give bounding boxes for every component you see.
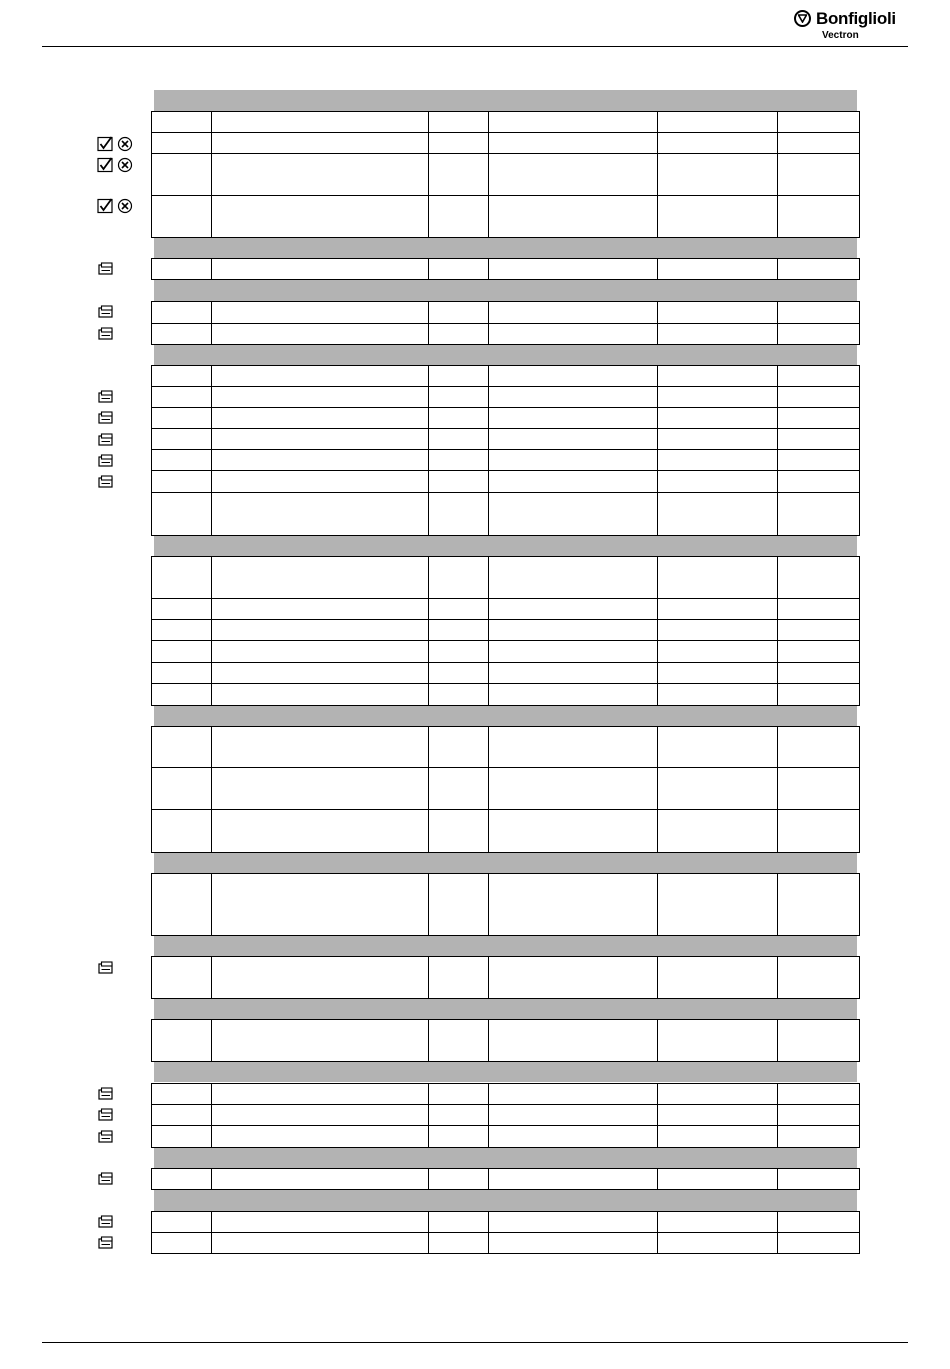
table-row — [151, 408, 860, 429]
table-row — [151, 1083, 860, 1105]
table-row — [151, 133, 860, 154]
section-band — [154, 1190, 857, 1211]
table-row — [151, 450, 860, 471]
table-row — [151, 1105, 860, 1126]
table-row — [151, 301, 860, 324]
section-band — [154, 998, 857, 1019]
table-row — [151, 493, 860, 536]
section-band — [154, 344, 857, 365]
brand-sub-name: Vectron — [822, 30, 859, 41]
printer-icon — [98, 262, 114, 276]
table-row — [151, 641, 860, 663]
circle-x-icon — [117, 157, 133, 173]
printer-icon — [98, 433, 114, 447]
printer-icon — [98, 390, 114, 404]
table-row — [151, 154, 860, 196]
bonfiglioli-logo-icon — [794, 10, 811, 27]
section-band — [154, 280, 857, 301]
section-band — [154, 90, 857, 111]
table-row — [151, 1126, 860, 1148]
table-row — [151, 471, 860, 493]
printer-icon — [98, 327, 114, 341]
brand-name: Bonfiglioli — [816, 9, 896, 28]
table-row — [151, 873, 860, 936]
printer-icon — [98, 961, 114, 975]
circle-x-icon — [117, 198, 133, 214]
table-row — [151, 324, 860, 345]
section-band — [154, 535, 857, 556]
section-band — [154, 852, 857, 873]
table-row — [151, 196, 860, 238]
table-row — [151, 1233, 860, 1254]
table-row — [151, 111, 860, 133]
table-row — [151, 429, 860, 450]
table-row — [151, 620, 860, 641]
table-row — [151, 768, 860, 810]
printer-icon — [98, 1087, 114, 1101]
printer-icon — [98, 475, 114, 489]
table-row — [151, 258, 860, 280]
check-box-icon — [97, 136, 115, 152]
printer-icon — [98, 1108, 114, 1122]
table-row — [151, 726, 860, 768]
table-row — [151, 387, 860, 408]
printer-icon — [98, 454, 114, 468]
printer-icon — [98, 305, 114, 319]
check-box-icon — [97, 198, 115, 214]
footer-rule — [42, 1342, 908, 1343]
section-band — [154, 237, 857, 258]
circle-x-icon — [117, 136, 133, 152]
table-row — [151, 956, 860, 999]
table-row — [151, 599, 860, 620]
printer-icon — [98, 1172, 114, 1186]
brand-logo — [794, 8, 910, 44]
printer-icon — [98, 1215, 114, 1229]
printer-icon — [98, 411, 114, 425]
printer-icon — [98, 1130, 114, 1144]
printer-icon — [98, 1236, 114, 1250]
section-band — [154, 1147, 857, 1168]
section-band — [154, 705, 857, 726]
header-rule — [42, 46, 908, 47]
table-row — [151, 365, 860, 387]
table-row — [151, 1019, 860, 1062]
table-row — [151, 1211, 860, 1233]
table-row — [151, 1168, 860, 1190]
table-row — [151, 663, 860, 684]
section-band — [154, 935, 857, 956]
table-row — [151, 684, 860, 706]
table-row — [151, 810, 860, 853]
section-band — [154, 1061, 857, 1082]
table-row — [151, 556, 860, 599]
check-box-icon — [97, 157, 115, 173]
